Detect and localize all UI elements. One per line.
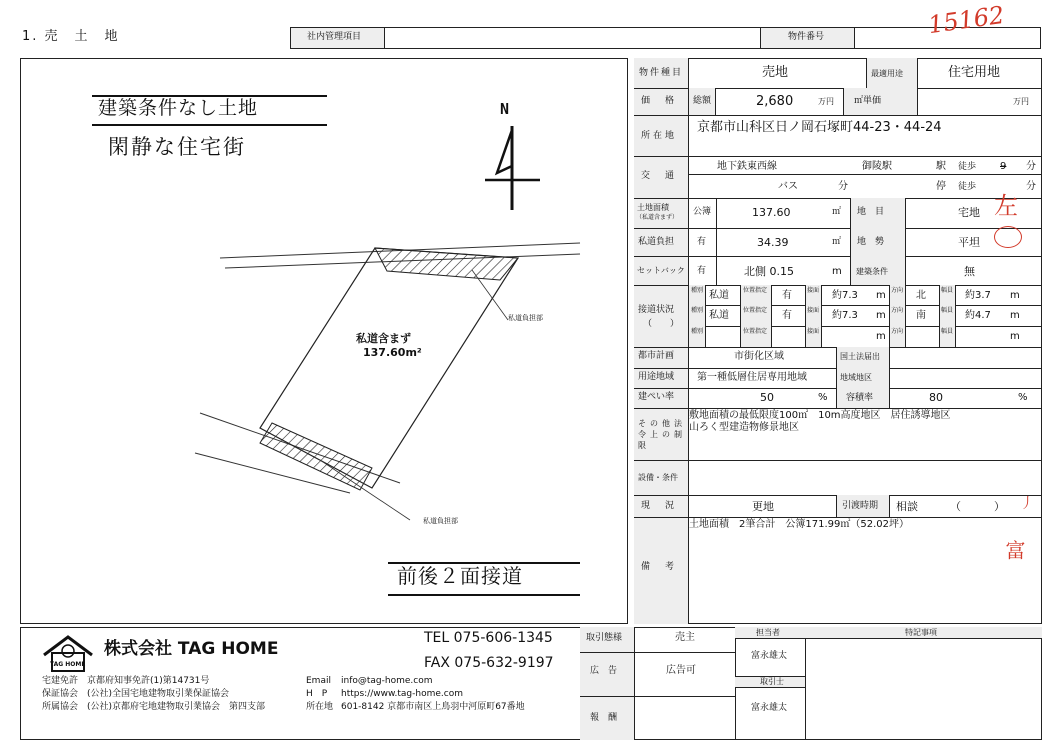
bus-label: バス [778, 181, 798, 192]
spec-label-column [634, 58, 689, 624]
road-label: 接道状況 [638, 305, 675, 315]
road-direction: 南 [916, 310, 926, 321]
remarks-value: 土地面積 2筆合計 公簿171.99㎡（52.02坪） [689, 519, 909, 530]
agent-value: 富永雄太 [751, 703, 788, 713]
stop-minutes: 分 [1026, 181, 1036, 192]
road-kind-label: 種別 [691, 328, 704, 335]
transport-label: 交 通 [641, 171, 678, 181]
road-kind: 私道 [709, 290, 729, 301]
road-width-label: 幅員 [941, 328, 954, 335]
private-road-unit: ㎡ [832, 237, 842, 247]
facility-label: 設備・条件 [638, 473, 678, 482]
remarks-label: 備 考 [641, 562, 678, 572]
address-label: 所在地 [306, 702, 334, 712]
bcr-value: 50 [760, 391, 774, 404]
email-link[interactable]: info@tag-home.com [341, 676, 433, 686]
map-headline: 建築条件なし土地 [98, 97, 259, 119]
zoning-value: 第一種低層住居専用地域 [697, 372, 807, 383]
company-fax: FAX 075-632-9197 [424, 655, 554, 671]
email-label: Email [306, 676, 331, 686]
frontage-label: 前後２面接道 [397, 564, 523, 588]
location-value: 京都市山科区日ノ岡石塚町44-23・44-24 [697, 120, 942, 135]
station-value: 御陵駅 [862, 161, 892, 172]
road-direction-label: 方向 [891, 328, 904, 335]
stop-label: 停 [936, 181, 946, 192]
city-plan-label: 都市計画 [638, 351, 675, 361]
setback-unit: m [832, 266, 842, 277]
unit-price-unit: 万円 [1013, 97, 1029, 106]
ad-value: 広告可 [666, 665, 696, 676]
handwritten-mark: 丿 [1020, 496, 1034, 512]
handwritten-stamp: 富 [1002, 540, 1026, 560]
road-contact-label: 接面 [807, 307, 820, 314]
status-value: 更地 [752, 500, 774, 513]
mgmt-label: 社内管理項目 [307, 32, 362, 42]
restrict-line-1: 敷地面積の最低限度100㎡ 10m高度地区 居住誘導地区 [689, 410, 951, 421]
north-label: N [500, 100, 510, 118]
road-designated-label: 位置指定 [743, 287, 768, 294]
road-designated: 有 [782, 310, 792, 321]
page-title: 1. 売 土 地 [22, 29, 120, 44]
north-arrow-icon [485, 126, 540, 210]
handover-value: 相談 [896, 500, 918, 513]
handover-label: 引渡時期 [842, 501, 879, 511]
zoning-label: 用途地域 [638, 372, 675, 382]
walk-minutes: 分 [1026, 161, 1036, 172]
land-area-label: 土地面積 [637, 203, 669, 212]
fee-label: 報 酬 [590, 713, 618, 723]
land-plot-drawing [20, 58, 628, 624]
hp-link[interactable]: https://www.tag-home.com [341, 689, 463, 699]
road-contact-label: 接面 [807, 287, 820, 294]
burden-label-top: 私道負担部 [508, 314, 543, 322]
company-tel: TEL 075-606-1345 [424, 630, 553, 646]
road-width: 約3.7 [965, 290, 991, 301]
district-label: 地域地区 [840, 373, 872, 382]
bcr-label: 建ぺい率 [638, 392, 675, 402]
price-label: 価 格 [641, 96, 678, 106]
line-value: 地下鉄東西線 [717, 161, 777, 172]
road-contact: 約7.3 [832, 290, 858, 301]
road-width: 約4.7 [965, 310, 991, 321]
price-unit: 万円 [818, 97, 834, 106]
bcr-percent: % [818, 392, 828, 403]
road-direction: 北 [916, 290, 926, 301]
land-area-value: 137.60 [752, 206, 791, 219]
terrain-value: 平坦 [958, 236, 980, 249]
handover-paren: （ ） [950, 500, 1005, 513]
road-paren: （ ） [643, 319, 680, 329]
terrain-label: 地 勢 [857, 237, 885, 247]
type-label: 物件種目 [639, 68, 684, 78]
road-kind-label: 種別 [691, 307, 704, 314]
road-contact-unit: m [876, 290, 886, 301]
building-cond-value: 無 [964, 265, 975, 278]
setback-value: 北側 0.15 [744, 265, 794, 278]
ad-label: 広 告 [590, 666, 618, 676]
restrict-label: その他法令上の制限 [638, 419, 686, 450]
land-act-label: 国土法届出 [840, 352, 880, 361]
best-use-label: 最適用途 [871, 69, 903, 78]
road-designated-label: 位置指定 [743, 307, 768, 314]
road-kind-label: 種別 [691, 287, 704, 294]
type-value: 売地 [762, 65, 789, 80]
assoc-text: 所属協会 (公社)京都府宅地建物取引業協会 第四支部 [42, 702, 266, 712]
stop-walk-label: 徒歩 [958, 182, 977, 192]
road-width-unit: m [1010, 310, 1020, 321]
restrict-line-2: 山ろく型建造物修景地区 [689, 422, 799, 433]
map-subheadline: 閑静な住宅街 [108, 135, 246, 159]
registry-label: 公簿 [693, 207, 712, 217]
road-contact-unit: m [876, 310, 886, 321]
agent-label: 取引士 [760, 677, 784, 686]
plot-area-label: 私道含まず [356, 332, 411, 345]
staff-value: 富永雄太 [751, 651, 788, 661]
location-label: 所在地 [641, 131, 678, 141]
deal-value: 売主 [675, 632, 695, 643]
logo-text: TAG HOME [50, 661, 86, 668]
unit-price-label: ㎡単価 [854, 96, 882, 106]
far-value: 80 [929, 391, 943, 404]
private-road-area: 34.39 [757, 236, 789, 249]
setback-label: セットバック [637, 266, 685, 275]
setback-flag: 有 [697, 266, 707, 276]
private-road-label: 私道負担 [638, 237, 675, 247]
guarantee-text: 保証協会 (公社)全国宅地建物取引業保証協会 [42, 689, 230, 699]
burden-label-bottom: 私道負担部 [423, 517, 458, 525]
far-percent: % [1018, 392, 1028, 403]
number-label: 物件番号 [788, 32, 825, 42]
walk-label: 徒歩 [958, 162, 977, 172]
land-area-unit: ㎡ [832, 207, 842, 217]
best-use-value: 住宅用地 [948, 65, 1001, 80]
burden-area-top [375, 248, 518, 280]
hp-label: H P [306, 689, 328, 699]
price-value: 2,680 [756, 94, 794, 109]
city-plan-value: 市街化区域 [734, 351, 784, 362]
road-contact-unit: m [876, 331, 886, 342]
address-text: 601-8142 京都市南区上鳥羽中河原町67番地 [341, 702, 525, 712]
land-area-note: （私道含まず） [636, 214, 679, 221]
burden-area-bottom [260, 423, 372, 490]
road-designated: 有 [782, 290, 792, 301]
total-label: 総額 [693, 96, 712, 106]
road-width-label: 幅員 [941, 287, 954, 294]
handwritten-circle [994, 226, 1022, 248]
handwritten-number: 15162 [926, 0, 1006, 40]
road-width-label: 幅員 [941, 307, 954, 314]
land-cat-value: 宅地 [958, 206, 980, 219]
road-kind: 私道 [709, 310, 729, 321]
deal-label: 取引態様 [586, 633, 623, 643]
notes-label: 特記事項 [905, 628, 937, 637]
road-width-unit: m [1010, 290, 1020, 301]
station-suffix: 駅 [936, 161, 946, 172]
far-label: 容積率 [846, 393, 874, 403]
building-cond-label: 建築条件 [856, 267, 888, 276]
land-cat-label: 地 目 [857, 207, 885, 217]
road-contact: 約7.3 [832, 310, 858, 321]
plot-area-value: 137.60m² [363, 346, 422, 359]
company-name: 株式会社 TAG HOME [104, 639, 279, 659]
road-designated-label: 位置指定 [743, 328, 768, 335]
road-direction-label: 方向 [891, 307, 904, 314]
walk-value: 9 [1000, 161, 1007, 172]
road-direction-label: 方向 [891, 287, 904, 294]
status-label: 現 況 [641, 501, 678, 511]
road-contact-label: 接面 [807, 328, 820, 335]
private-road-flag: 有 [697, 237, 707, 247]
handwritten-note: 左 [994, 192, 1018, 220]
bus-minutes: 分 [838, 181, 848, 192]
road-width-unit: m [1010, 331, 1020, 342]
license-text: 宅建免許 京都府知事免許(1)第14731号 [42, 676, 210, 686]
staff-label: 担当者 [756, 628, 780, 637]
